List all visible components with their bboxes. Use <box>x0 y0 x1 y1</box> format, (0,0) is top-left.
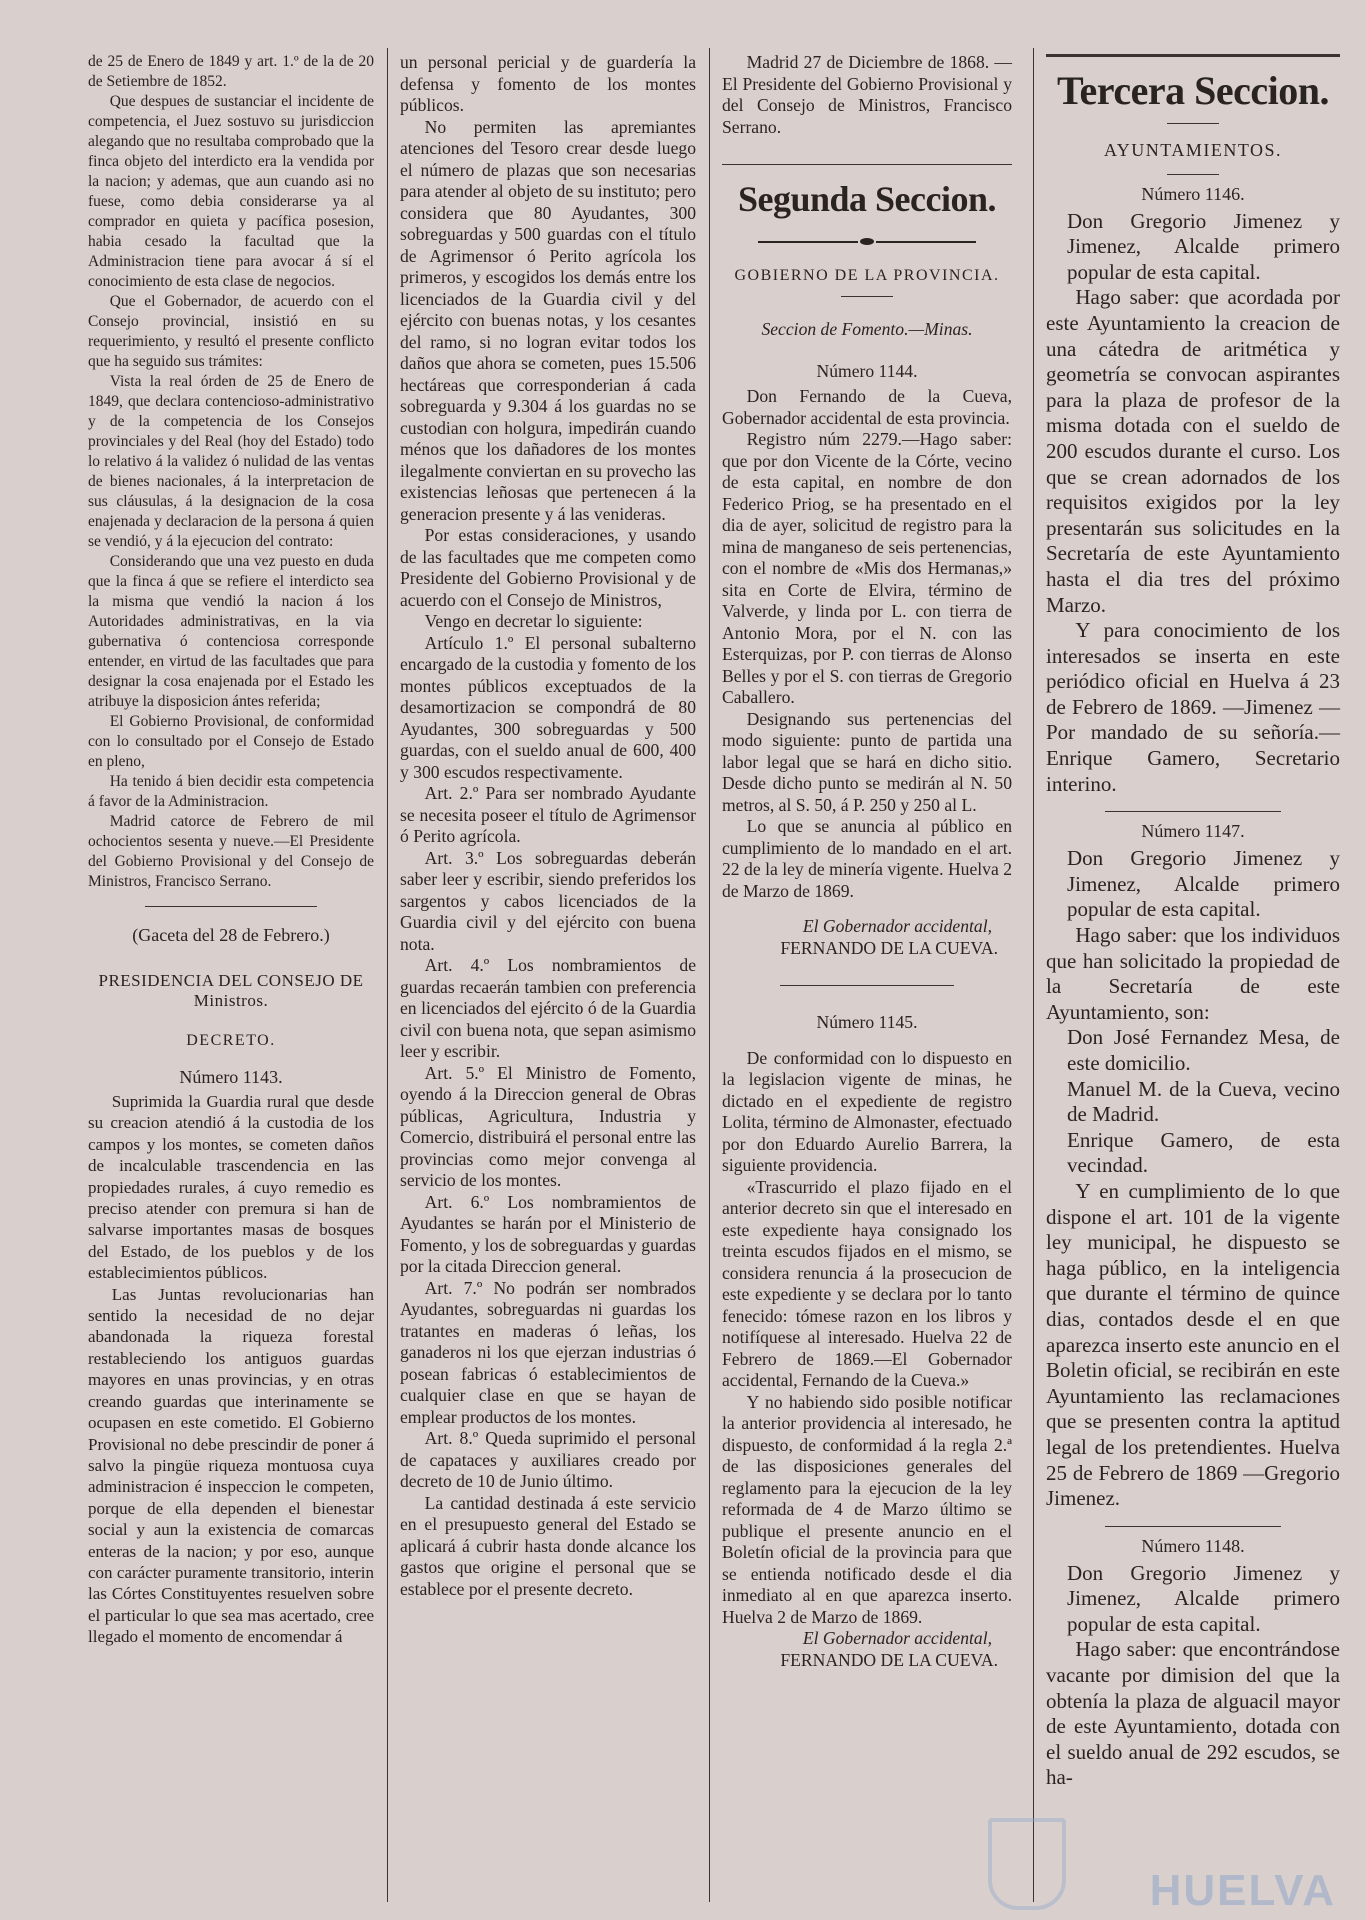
column-2 <box>400 52 696 1900</box>
paragraph: Por estas consideraciones, y usando de las facultades que me competen como Presidente del Gobierno Provisional y de acuerdo con el Consejo de Ministros, <box>400 525 696 610</box>
paragraph: Y para conocimiento de los interesados se inserta en este periódico oficial en Huelva á 23 de Febrero de 1869. —Jimenez —Por mandado de su señoría.—Enrique Gamero, Secretario interino. <box>1046 618 1340 796</box>
archive-shield-logo <box>988 1818 1066 1910</box>
paragraph: Que despues de sustanciar el incidente de competencia, el Juez sostuvo su jurisdiccion alegando que no resultaba comprobado que la finca objeto del interdicto era la vendida por la nacion; y ademas, que aun cuando asi no fuese, como debia considerarse ya al comprador en quieta y pacífica posesion, habia cesado la facultad que la Administracion tiene para avocar á sí el conocimiento de esta clase de negocios. <box>88 93 374 290</box>
section-subtitle: AYUNTAMIENTOS. <box>1103 140 1283 160</box>
article: Art. 4.º Los nombramientos de guardas recaerán tambien con preferencia en licenciados del ejército ó de la Guardia civil con buena nota, que sepan asimismo leer y escribir. <box>400 955 696 1061</box>
article: Art. 8.º Queda suprimido el personal de capataces y auxiliares creado por decreto de 10 de Junio último. <box>400 1428 696 1491</box>
paragraph: El Gobierno Provisional, de conformidad con lo consultado por el Consejo de Estado en pleno, <box>88 713 374 770</box>
notice-number: Número 1143. <box>179 1067 283 1087</box>
section-subtitle: GOBIERNO DE LA PROVINCIA. <box>734 266 1000 284</box>
article: Art. 6.º Los nombramientos de Ayudantes se harán por el Ministerio de Fomento, y los de sobreguardas y guardas por la citada Direccion general. <box>400 1191 696 1276</box>
paragraph: Suprimida la Guardia rural que desde su creacion atendió á la custodia de los campos y los montes, se cometen daños de incalculable trascendencia en las propiedades rurales, á cuyo remedio es preciso atender con premura si han de salvarse importantes masas de bosques del Estado, de los pueblos y de los establecimientos públicos. <box>88 1092 374 1283</box>
paragraph: La cantidad destinada á este servicio en el presupuesto general del Estado se aplicará á cubrir hasta donde alcance los gastos que origine el personal que se establece por el presente decreto. <box>400 1492 696 1599</box>
paragraph: un personal pericial y de guardería la defensa y fomento de los montes públicos. <box>400 52 696 115</box>
paragraph: Hago saber: que acordada por este Ayuntamiento la creacion de una cátedra de aritmética y geometría se convocan aspirantes para la plaza de profesor de la misma dotada con el sueldo de 200 escudos durante el curso. Los que se crean adornados de los requisitos exigidos por la ley presentarán sus solicitudes en la Secretaría de este Ayuntamiento hasta el dia tres del próximo Marzo. <box>1046 285 1340 617</box>
candidate-entry: Manuel M. de la Cueva, vecino de Madrid. <box>1067 1076 1340 1127</box>
decree-heading: DECRETO. <box>186 1032 276 1049</box>
notice-number: Número 1147. <box>1141 821 1245 842</box>
candidate-entry: Don José Fernandez Mesa, de este domicilio. <box>1067 1025 1340 1075</box>
notice-number: Número 1144. <box>816 360 918 381</box>
column-rule <box>709 48 710 1902</box>
candidate-entry: Enrique Gamero, de esta vecindad. <box>1067 1127 1340 1178</box>
paragraph: Ha tenido á bien decidir esta competencia á favor de la Administracion. <box>88 773 374 810</box>
paragraph: Madrid catorce de Febrero de mil ochocientos sesenta y nueve.—El Presidente del Gobierno Provisional y del Consejo de Ministros, Francisco Serrano. <box>88 813 374 890</box>
archive-watermark: HUELVA <box>1149 1866 1336 1915</box>
paragraph: «Trascurrido el plazo fijado en el anterior decreto sin que el interesado en este expediente haya consignado los treinta escudos fijados en el mismo, se considera renuncia á la prosecucion de este expediente y se declara por lo tanto fenecido: tómese razon en los libros y notifíquese al interesado. Huelva 22 de Febrero de 1869.—El Gobernador accidental, Fernando de la Cueva.» <box>722 1176 1012 1390</box>
section-heading: PRESIDENCIA DEL CONSEJO DE Ministros. <box>98 971 364 1010</box>
paragraph: Lo que se anuncia al público en cumplimiento de lo mandado en el art. 22 de la ley de minería vigente. Huelva 2 de Marzo de 1869. <box>722 816 1012 901</box>
paragraph: Considerando que una vez puesto en duda que la finca á que se refiere el interdicto sea la misma que vendió la nacion á los Autoridades administrativas, en la via gubernativa ó contenciosa corresponde entender, en virtud de las facultades que para designar la cosa enajenada por el Estado les atribuye la disposicion ántes referida; <box>88 553 374 710</box>
divider <box>841 296 893 297</box>
paragraph: Hago saber: que los individuos que han solicitado la propiedad de la Secretaría de este Ayuntamiento, son: <box>1046 923 1340 1024</box>
paragraph: Madrid 27 de Diciembre de 1868. —El Presidente del Gobierno Provisional y del Consejo de Ministros, Francisco Serrano. <box>722 52 1012 137</box>
column-4 <box>1046 52 1340 1900</box>
paragraph: Las Juntas revolucionarias han sentido la necesidad de no dejar abandonada la riqueza forestal restableciendo los antiguos guardas mayores en unas provincias, y en otras creando guardas que interinamente se ocupasen en este cometido. El Gobierno Provisional no debe prescindir de poner á salvo la pingüe riqueza montuosa cuya administracion é inspeccion le competen, porque de ella dependen el bienestar social y aun la existencia de comarcas enteras de la nacion; y por eso, aunque con carácter puramente transitorio, interin las Córtes Constituyentes resuelven sobre el particular lo que sea mas acertado, cree llegado el momento de encomendar á <box>88 1284 374 1647</box>
paragraph: Registro núm 2279.—Hago saber: que por don Vicente de la Córte, vecino de esta capital, en nombre de don Federico Priog, se ha presentado en el dia de ayer, solicitud de registro para la mina de manganeso de seis pertenencias, con el nombre de «Mis dos Hermanas,» sita en Corte de Elvira, término de Valverde, y linda por L. con tierra de Antonio Mora, por el N. con las Esterquizas, por P. con tierras de Alonso Belles y por el S. con tierras de Gregorio Caballero. <box>722 429 1012 707</box>
divider <box>1105 811 1281 812</box>
article: Artículo 1.º El personal subalterno encargado de la custodia y fomento de los montes públicos exceptuados de la desamortizacion se compondrá de 80 Ayudantes, 300 sobreguardas y 500 guardas, con el sueldo anual de 600, 400 y 300 escudos respectivamente. <box>400 632 696 782</box>
signature-title: El Gobernador accidental, <box>802 916 992 936</box>
paragraph: de 25 de Enero de 1849 y art. 1.º de la de 20 de Setiembre de 1852. <box>88 53 374 90</box>
divider <box>1167 123 1220 124</box>
paragraph: Hago saber: que encontrándose vacante por dimision del que la obtenía la plaza de alguacil mayor de este Ayuntamiento, dotada con el sueldo anual de 292 escudos, se ha- <box>1046 1637 1340 1790</box>
ornament-divider <box>722 231 1012 253</box>
paragraph: Don Gregorio Jimenez y Jimenez, Alcalde primero popular de esta capital. <box>1067 846 1340 922</box>
paragraph: Vista la real órden de 25 de Enero de 1849, que declara contencioso-administrativo y de la competencia de los Consejos provinciales y del Real (hoy del Estado) todo lo relativo á la validez ó nulidad de las ventas de bienes nacionales, á la interpretacion de sus cláusulas, á la designacion de la cosa enajenada y declaracion de la persona á quien se vendió, y á la ejecucion del contrato: <box>88 373 374 550</box>
notice-number: Número 1146. <box>1141 183 1245 204</box>
signature-title: El Gobernador accidental, <box>802 1628 992 1648</box>
paragraph: Y en cumplimiento de lo que dispone el art. 101 de la vigente ley municipal, he dispuesto se haga público, en la inteligencia que durante el término de quince dias, contados desde el en que aparezca inserto este anuncio en el Boletin oficial, se recibirán en este Ayuntamiento las reclamaciones que se presenten contra la aptitud legal de los pretendientes. Huelva 25 de Febrero de 1869 —Gregorio Jimenez. <box>1046 1178 1340 1511</box>
article: Art. 3.º Los sobreguardas deberán saber leer y escribir, siendo preferidos los sargentos y cabos licenciados de la Guardia civil y del ejército con buena nota. <box>400 847 696 954</box>
paragraph: De conformidad con lo dispuesto en la legislacion vigente de minas, he dictado en el expediente de registro Lolita, término de Almonaster, efectuado por don Eduardo Aurelio Barrera, la siguiente providencia. <box>722 1047 1012 1175</box>
divider <box>145 906 317 907</box>
divider <box>1105 1526 1281 1527</box>
paragraph: Don Fernando de la Cueva, Gobernador accidental de esta provincia. <box>722 386 1012 428</box>
notice-number: Número 1148. <box>1141 1535 1245 1556</box>
subsection-title: Seccion de Fomento.—Minas. <box>761 319 973 339</box>
paragraph: Don Gregorio Jimenez y Jimenez, Alcalde primero popular de esta capital. <box>1067 208 1340 284</box>
divider <box>1167 174 1220 175</box>
section-title: Segunda Seccion. <box>737 179 997 219</box>
signature-name: FERNANDO DE LA CUEVA. <box>780 1649 998 1670</box>
paragraph: Designando sus pertenencias del modo siguiente: punto de partida una labor legal que se hará en dicho sitio. Desde dicho punto se medirán al N. 50 metros, al S. 50, á P. 250 y 250 al L. <box>722 708 1012 815</box>
paragraph: Don Gregorio Jimenez y Jimenez, Alcalde primero popular de esta capital. <box>1067 1560 1340 1636</box>
divider <box>722 164 1012 165</box>
column-rule <box>387 48 388 1902</box>
signature-name: FERNANDO DE LA CUEVA. <box>780 937 998 958</box>
gaceta-note: (Gaceta del 28 de Febrero.) <box>132 925 330 945</box>
notice-number: Número 1145. <box>816 1012 918 1032</box>
article: Art. 2.º Para ser nombrado Ayudante se necesita poseer el título de Agrimensor ó Perito agrícola. <box>400 783 696 846</box>
divider <box>1046 54 1340 57</box>
paragraph: Que el Gobernador, de acuerdo con el Consejo provincial, insistió en su requerimiento, y resultó el presente conflicto que ha seguido sus trámites: <box>88 293 374 370</box>
column-rule <box>1033 48 1034 1902</box>
paragraph: No permiten las apremiantes atenciones del Tesoro crear desde luego el número de plazas que son necesarias para atender al objeto de su instituto; pero considera que 80 Ayudantes, 300 sobreguardas y 500 guardas con el título de Agrimensor ó Perito agrícola los primeros, y escogidos los demás entre los licenciados de la Guardia civil y del ejército con buenas notas, y los cesantes del ramo, si no logran evitar todos los daños que ahora se cometen, pues 15.506 hectáreas que corresponderian á cada sobreguarda y 9.304 á los guardas no se custodian con holgura, impedirán cuando ménos que los dañadores de los montes ilegalmente conviertan en su provecho las existencias leñosas que pertenecen á la generacion presente y á las venideras. <box>400 116 696 524</box>
paragraph: Y no habiendo sido posible notificar la anterior providencia al interesado, he dispuesto, de conformidad á la regla 2.ª de las disposiciones generales del reglamento para la ejecucion de la ley reformada de 4 de Marzo último se publique el presente anuncio en el Boletín oficial de la provincia para que se entienda notificado desde el dia inmediato al en que aparezca inserto. Huelva 2 de Marzo de 1869. <box>722 1391 1012 1627</box>
section-title: Tercera Seccion. <box>1057 68 1329 113</box>
article: Art. 5.º El Ministro de Fomento, oyendo á la Direccion general de Obras públicas, Agricultura, Industria y Comercio, distribuirá el personal entre las provincias como mejor convenga al servicio de los montes. <box>400 1062 696 1190</box>
divider <box>780 985 954 986</box>
column-1 <box>88 52 374 1900</box>
article: Art. 7.º No podrán ser nombrados Ayudantes, sobreguardas ni guardas los tratantes en maderas ó leñas, los ganaderos ni los que ejerzan industrias ó posean fabricas ó establecimientos de cualquier clase en que se hayan de emplear productos de los montes. <box>400 1277 696 1427</box>
paragraph: Vengo en decretar lo siguiente: <box>424 611 643 631</box>
column-3 <box>722 52 1012 1900</box>
